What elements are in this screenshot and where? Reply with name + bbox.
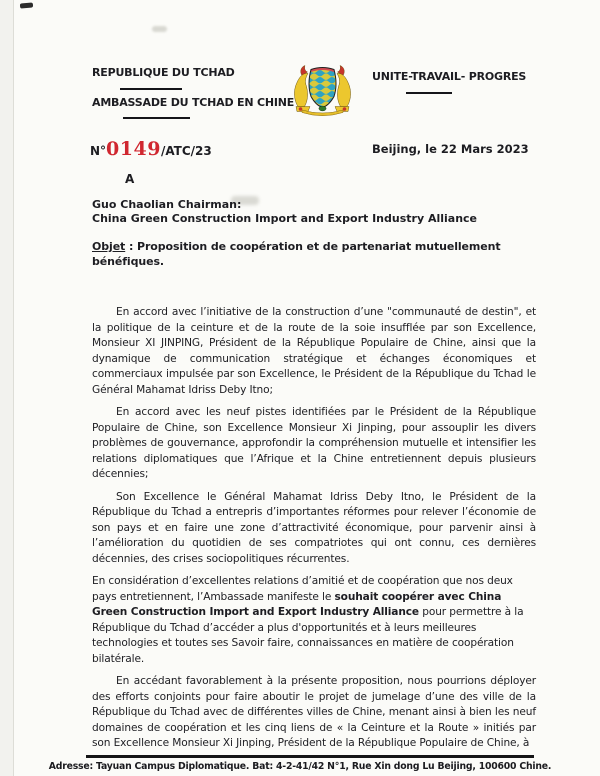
letterhead-embassy: AMBASSADE DU TCHAD EN CHINE: [92, 96, 295, 109]
paragraph-4-bold-text: souhait coopérer avec China Green Construction Import and Export Industry Alliance: [92, 590, 502, 618]
scan-artifact-faint: [152, 26, 167, 32]
divider: [120, 88, 182, 90]
letter-body: [92, 172, 536, 759]
subject-line: [92, 239, 536, 269]
scan-artifact-mark: [20, 2, 33, 8]
scan-edge-strip: [0, 0, 13, 776]
recipient-organization: China Green Construction Import and Export Industry Alliance: [92, 211, 478, 225]
reference-prefix: N°: [90, 144, 107, 158]
letter-paragraph-3: Son Excellence le Général Mahamat Idriss Deby Itno, le Président de la République du Tchad a entrepris d’importantes réformes pour relever l’économie de son pays et en faire une zone d’attractivité économique, pour parvenir ainsi à l’amélioration du quotidien de ses compatriotes qui ont connu, ces dernières décennies, des crises sociopolitiques récurrentes.: [92, 490, 536, 565]
subject-label: Objet: [92, 240, 126, 253]
reference-suffix: /ATC/23: [160, 144, 212, 158]
reference-number: 0149: [106, 138, 161, 160]
letter-paragraph-5: En accédant favorablement à la présente proposition, nous pourrions déployer des efforts conjoints pour faire aboutir le projet de jumelage d’une des ville de la République du Tchad avec de différentes villes de Chine, menant ainsi à bien les neuf domaines de coopération et les cinq liens de « la Ceinture et la Route » initiés par son Excellence Monsieur Xi Jinping, Président de la République Populaire de Chine, à: [92, 675, 536, 749]
chad-coat-of-arms-icon: [288, 62, 357, 117]
footer-address: Adresse: Tayuan Campus Diplomatique. Bat: 4-2-41/42 N°1, Rue Xin dong Lu Beijing, 100600 Chine.: [48, 761, 552, 772]
recipient-block: [92, 198, 536, 225]
footer-rule: [86, 755, 534, 758]
letter-paragraph-4: [92, 574, 536, 667]
scan-edge-line: [13, 0, 14, 776]
reference-line: [90, 138, 212, 160]
letterhead-motto: UNITE-TRAVAIL- PROGRES: [372, 70, 527, 83]
recipient-name: Guo Chaolian Chairman:: [92, 198, 242, 211]
dateline: Beijing, le 22 Mars 2023: [372, 142, 529, 156]
letterhead-country: REPUBLIQUE DU TCHAD: [92, 66, 235, 79]
divider: [406, 92, 452, 94]
paragraph-4-text: En considération d’excellentes relations d’amitié et de coopération que nos deux pays entretiennent, l’Ambassade manifeste le: [92, 575, 513, 603]
letter-paragraph-1: En accord avec l’initiative de la construction d’une "communauté de destin", et la politique de la ceinture et de la route de la soie insufflée par son Excellence, Monsieur XI JINPING, Président de la République Populaire de Chine, ainsi que la dynamique de communication stratégique et échanges économiques et commerciaux impulsée par son Excellence, le Président de la République du Tchad le Général Mahamat Idriss Deby Itno;: [92, 306, 536, 396]
letter-paragraph-2: En accord avec les neuf pistes identifiées par le Président de la République Populaire de Chine, son Excellence Monsieur Xi Jinping, pour assouplir les divers problèmes de gouvernance, approfondir la compréhension mutuelle et intensifier les relations diplomatiques que l’Afrique et la Chine entretiennent depuis plusieurs décennies;: [92, 406, 536, 480]
subject-separator: :: [125, 240, 137, 253]
salutation: A: [125, 172, 135, 186]
paragraph-4-text-end: pour permettre à la République du Tchad d’accéder a plus d'opportunités et à leurs meilleures technologies et toutes ses Savoir faire, connaissances en matière de coopération bilatérale.: [92, 606, 524, 665]
subject-text: Proposition de coopération et de partenariat mutuellement bénéfiques.: [92, 240, 501, 268]
divider: [123, 117, 190, 119]
